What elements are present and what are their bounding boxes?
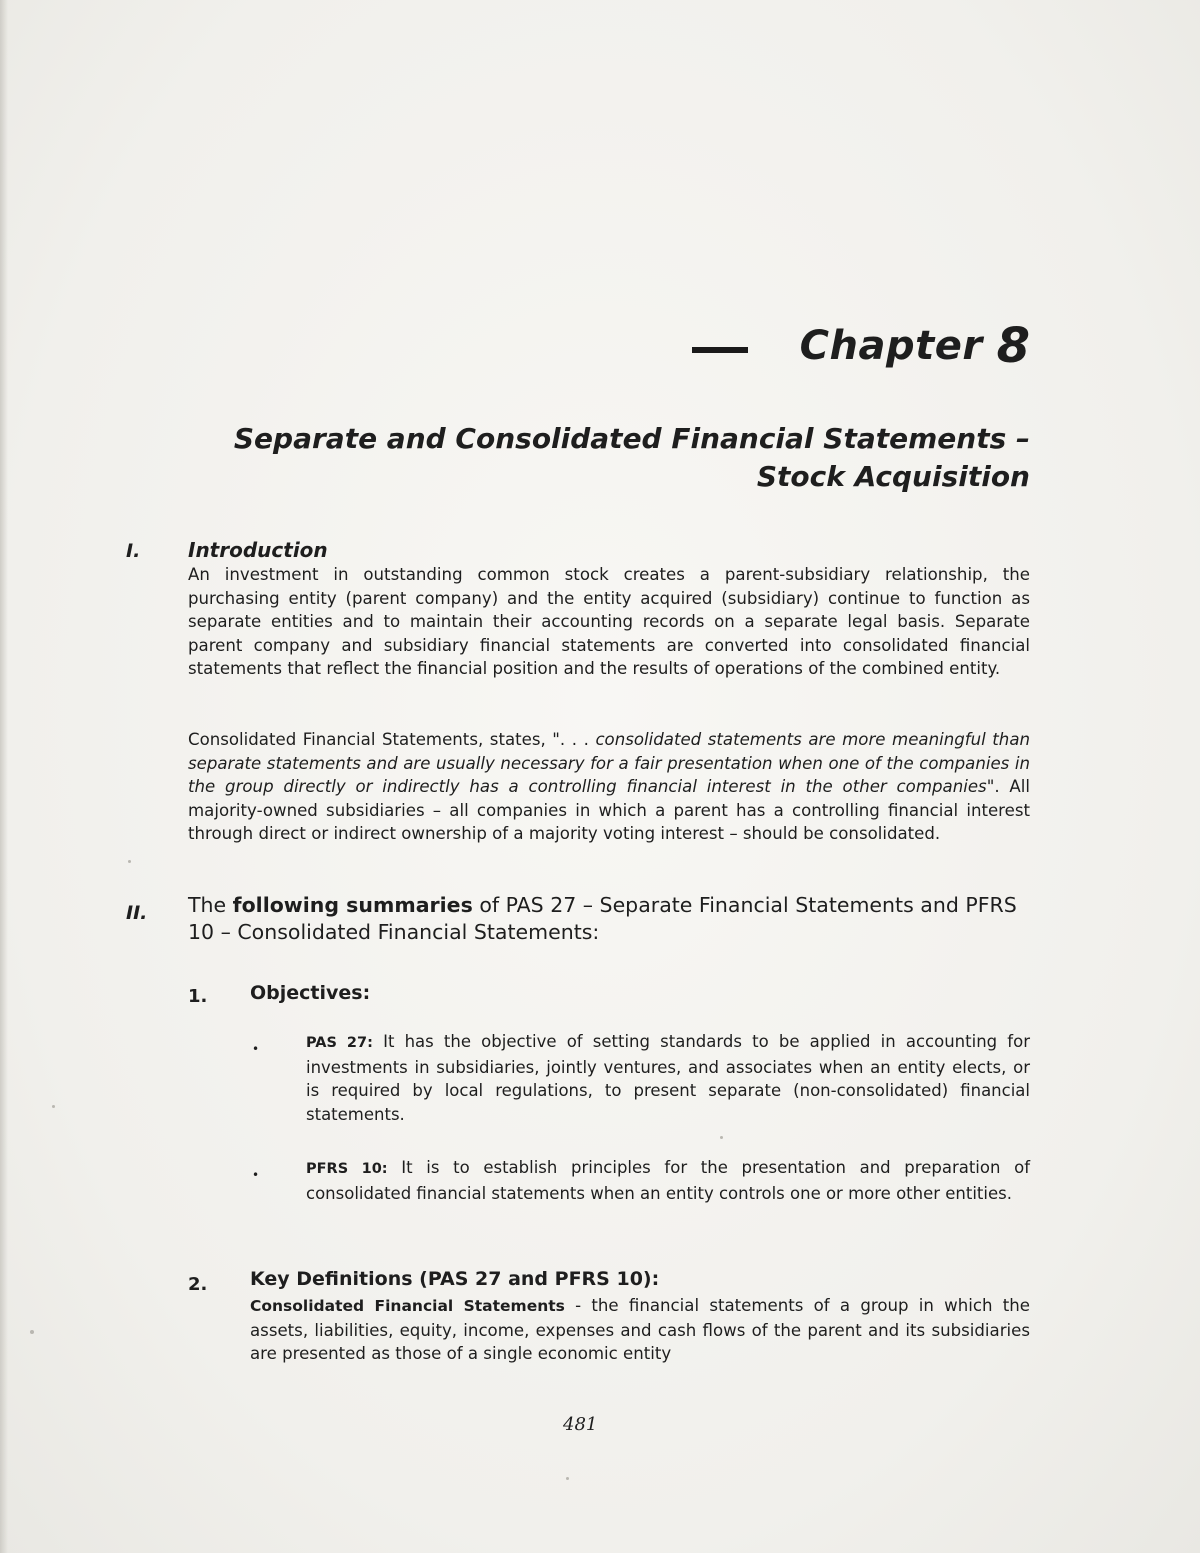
quoted-text: consolidated statements are more meaningful than separate statements and are usually necessary for a fair presentation when one of the companies in the group directly or indirectly has a controlling financial interest in the other companies [188,730,1030,796]
bullet-marker: • [252,1168,260,1182]
section-1-heading: Introduction [188,538,328,562]
bullet-pfrs10 [306,1156,1030,1205]
introduction-paragraph-2 [188,728,1030,846]
chapter-dash [692,347,748,353]
chapter-word: Chapter [799,323,983,369]
scan-speck [566,1477,569,1480]
scan-speck [720,1136,723,1139]
introduction-paragraph-1: An investment in outstanding common stock creates a parent-subsidiary relationship, the purchasing entity (parent company) and the entity acquired (subsidiary) continue to function as separate entities and to maintain their accounting records on a separate legal basis. Separate parent company and subsidiary financial statements are converted into consolidated financial statements that reflect the financial position and the results of operations of the combined entity. [188,565,1030,678]
section-2-lead [188,892,1030,946]
lead-prefix: The [188,893,227,917]
bullet-text: It is to establish principles for the presentation and preparation of consolidated financial statements when an entity controls one or more other entities. [306,1158,1031,1203]
definition-term: Consolidated Financial Statements [250,1297,565,1315]
section-1-numeral: I. [126,540,141,562]
item-1-heading: Objectives: [250,982,371,1004]
scan-edge-shadow [0,0,8,1553]
chapter-title [130,420,1030,496]
lead-suffix: of PAS 27 – Separate Financial Statements and PFRS 10 – Consolidated Financial Statements: [188,893,1017,944]
scan-speck [52,1105,55,1108]
chapter-title-line-1: Separate and Consolidated Financial Statements – [233,422,1030,455]
item-1-number: 1. [188,986,208,1007]
bullet-pas27 [306,1030,1030,1126]
bullet-marker: • [252,1042,260,1056]
section-2-numeral: II. [126,902,148,924]
definition-body: - the financial statements of a group in which the assets, liabilities, equity, income, expenses and cash flows of the parent and its subsidiaries are presented as those of a single economic entity [250,1296,1030,1363]
item-2-number: 2. [188,1274,208,1295]
item-2-heading: Key Definitions (PAS 27 and PFRS 10): [250,1268,660,1290]
scan-speck [30,1330,34,1334]
quote-intro: Consolidated Financial Statements, states, ". . . [188,730,589,749]
quote-rest: ". All majority-owned subsidiaries – all companies in which a parent has a controlling financial interest through direct or indirect ownership of a majority voting interest – should be consolidated. [188,777,1030,843]
definition-consolidated-fs [250,1294,1030,1366]
chapter-title-line-2: Stock Acquisition [756,460,1030,493]
bullet-text: It has the objective of setting standards to be applied in accounting for investments in subsidiaries, jointly ventures, and associates when an entity elects, or is required by local regulations, to present separate (non-consolidated) financial statements. [306,1032,1030,1124]
scan-speck [128,860,131,863]
lead-bold: following summaries [232,893,473,917]
chapter-heading [692,318,1030,374]
chapter-number: 8 [996,318,1030,374]
bullet-label: PFRS 10: [306,1161,388,1177]
bullet-label: PAS 27: [306,1035,373,1051]
page-number: 481 [563,1414,598,1435]
